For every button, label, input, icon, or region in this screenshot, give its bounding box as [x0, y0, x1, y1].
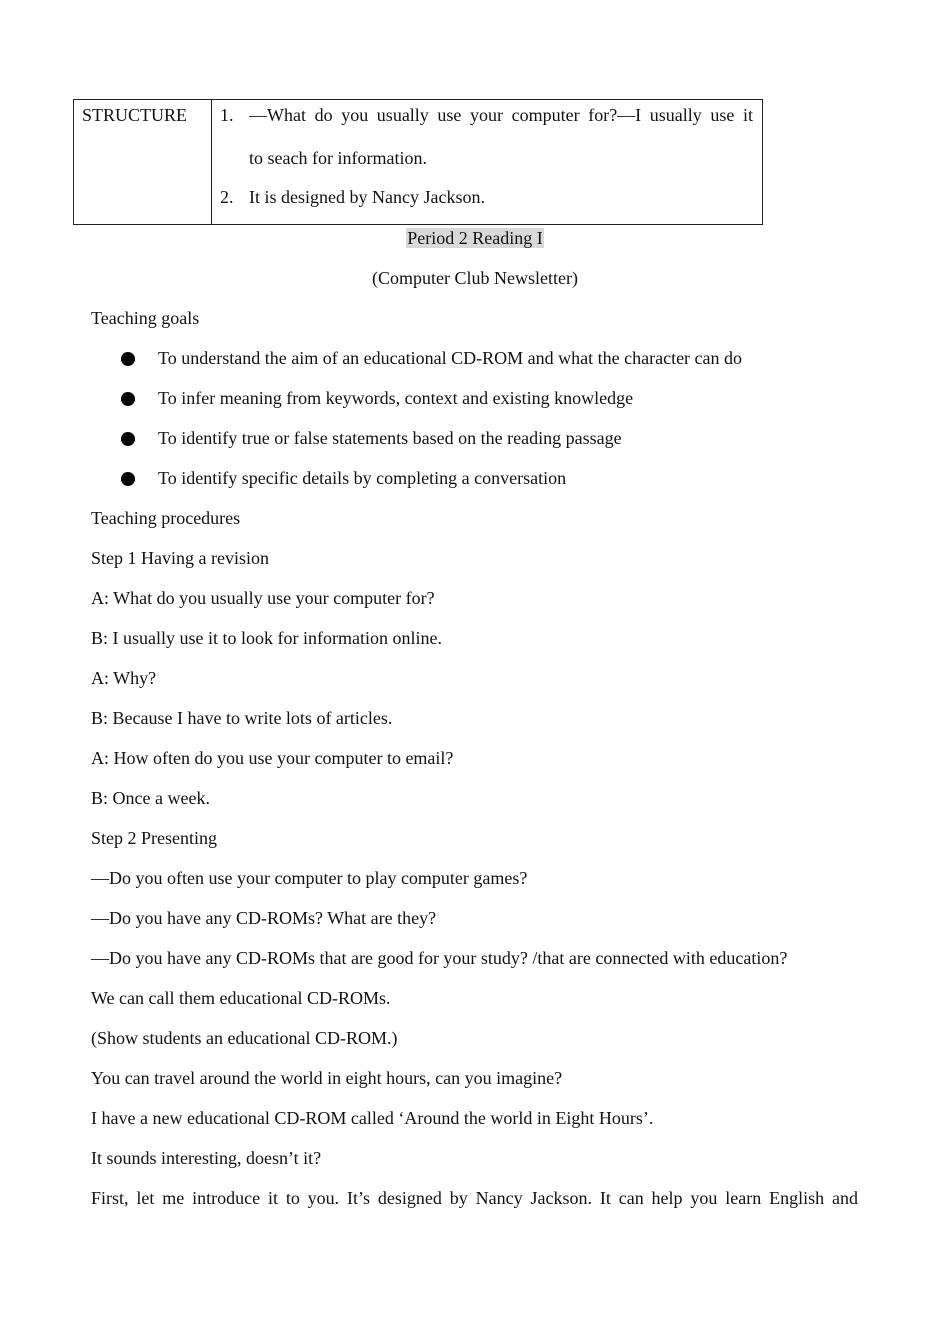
paragraph-line: I have a new educational CD-ROM called ‘Around the world in Eight Hours’.: [91, 1108, 654, 1128]
structure-table: [73, 99, 763, 225]
structure-item-text-line2: to seach for information.: [249, 148, 427, 168]
step-heading: Step 1 Having a revision: [91, 548, 269, 568]
dialogue-line: A: Why?: [91, 668, 157, 688]
dialogue-line: B: I usually use it to look for information online.: [91, 628, 442, 648]
goal-text: To infer meaning from keywords, context and existing knowledge: [158, 388, 634, 408]
dialogue-line: A: What do you usually use your computer for?: [91, 588, 435, 608]
paragraph-line: We can call them educational CD-ROMs.: [91, 988, 391, 1008]
procedures-heading: Teaching procedures: [91, 508, 241, 528]
dialogue-line: B: Because I have to write lots of articles.: [91, 708, 393, 728]
step-heading: Step 2 Presenting: [91, 828, 217, 848]
question-line: —Do you have any CD-ROMs that are good for your study? /that are connected with education?: [91, 948, 788, 968]
structure-label: STRUCTURE: [74, 100, 212, 224]
paragraph-line: It sounds interesting, doesn’t it?: [91, 1148, 322, 1168]
dialogue-line: B: Once a week.: [91, 788, 210, 808]
paragraph-line: You can travel around the world in eight hours, can you imagine?: [91, 1068, 563, 1088]
lesson-title: Period 2 Reading I: [407, 228, 543, 248]
goal-text: To understand the aim of an educational CD-ROM and what the character can do: [158, 348, 743, 368]
lesson-subtitle: (Computer Club Newsletter): [372, 268, 578, 288]
paragraph-line: First, let me introduce it to you. It’s designed by Nancy Jackson. It can help you learn English and: [91, 1188, 858, 1208]
bullet-icon: [121, 352, 135, 366]
structure-item-number: 2.: [220, 187, 234, 207]
goal-text: To identify true or false statements based on the reading passage: [158, 428, 622, 448]
goals-heading: Teaching goals: [91, 308, 200, 328]
lesson-title-row: [0, 226, 950, 250]
structure-item-text: It is designed by Nancy Jackson.: [249, 187, 485, 207]
paragraph-line: (Show students an educational CD-ROM.): [91, 1028, 398, 1048]
bullet-icon: [121, 392, 135, 406]
structure-item-number: 1.: [220, 105, 234, 125]
bullet-icon: [121, 432, 135, 446]
structure-item-text: —What do you usually use your computer for?—I usually use it: [249, 105, 753, 125]
question-line: —Do you often use your computer to play computer games?: [91, 868, 528, 888]
goal-text: To identify specific details by completing a conversation: [158, 468, 567, 488]
bullet-icon: [121, 472, 135, 486]
question-line: —Do you have any CD-ROMs? What are they?: [91, 908, 437, 928]
structure-content: [212, 100, 762, 224]
dialogue-line: A: How often do you use your computer to email?: [91, 748, 454, 768]
